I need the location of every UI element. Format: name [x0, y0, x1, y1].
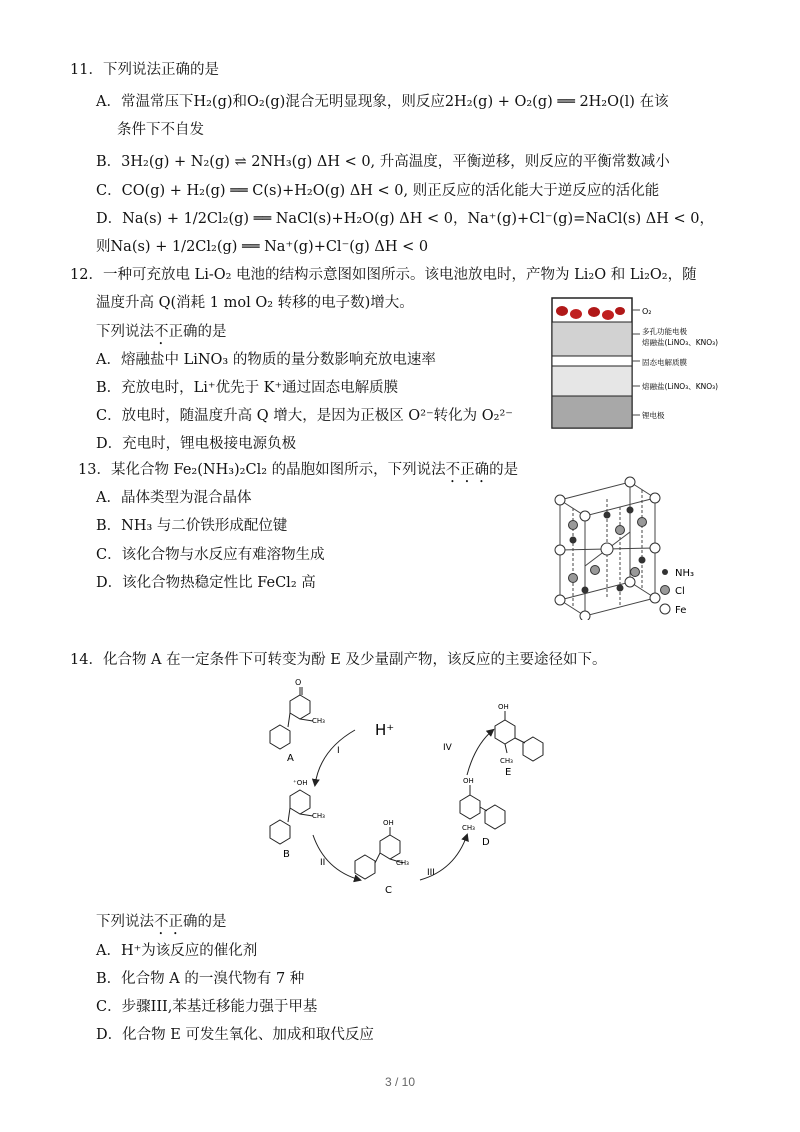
- q11-option-b: B．3H₂(g) + N₂(g) ⇌ 2NH₃(g) ΔH < 0, 升高温度，平衡逆移，则反应的平衡常数减小: [96, 154, 670, 170]
- svg-text:OH: OH: [463, 777, 474, 785]
- legend-cl-label: Cl: [675, 586, 685, 597]
- q11-option-c: C．CO(g) + H₂(g) ══ C(s)+H₂O(g) ΔH < 0, 则正反应的活化能大于逆反应的活化能: [96, 183, 660, 199]
- q13-option-d: D．该化合物热稳定性比 FeCl₂ 高: [96, 575, 316, 591]
- compound-c-label: C: [385, 885, 392, 896]
- q12-option-d: D．充电时，锂电极接电源负极: [96, 436, 297, 452]
- q14-stem: 14．化合物 A 在一定条件下可转变为酚 E 及少量副产物，该反应的主要途径如下。: [70, 652, 607, 668]
- q11-option-a-cont: 条件下不自发: [117, 122, 204, 138]
- q12-stem: 12．一种可充放电 Li-O₂ 电池的结构示意图如图所示。该电池放电时，产物为 Li₂O 和 Li₂O₂，随: [70, 267, 697, 283]
- q12-option-a: A．熔融盐中 LiNO₃ 的物质的量分数影响充放电速率: [96, 352, 436, 368]
- reaction-scheme: [255, 675, 555, 905]
- q12-stem-cont: 温度升高 Q(消耗 1 mol O₂ 转移的电子数)增大。: [96, 295, 414, 311]
- step-3-label: III: [427, 868, 435, 878]
- q12-option-c: C．放电时，随温度升高 Q 增大，是因为正极区 O²⁻转化为 O₂²⁻: [96, 408, 513, 424]
- q14-option-a: A．H⁺为该反应的催化剂: [96, 943, 258, 959]
- svg-text:O: O: [295, 678, 302, 687]
- q11-option-a: A．常温常压下H₂(g)和O₂(g)混合无明显现象，则反应2H₂(g) + O₂(g) ══ 2H₂O(l) 在该: [96, 94, 669, 110]
- q11-option-d: D．Na(s) + 1/2Cl₂(g) ══ NaCl(s)+H₂O(g) ΔH < 0，Na⁺(g)+Cl⁻(g)=NaCl(s) ΔH < 0，: [96, 211, 714, 227]
- label-lithium-electrode: 锂电极: [642, 411, 665, 420]
- q14-ask: 下列说法不正确的是: [96, 914, 227, 930]
- q14-option-d: D．化合物 E 可发生氧化、加成和取代反应: [96, 1027, 374, 1043]
- legend-fe-label: Fe: [675, 605, 687, 616]
- q13-stem: 13．某化合物 Fe₂(NH₃)₂Cl₂ 的晶胞如图所示，下列说法不正确的是: [78, 462, 519, 478]
- step-2-label: II: [320, 858, 326, 868]
- step-1-label: I: [337, 746, 340, 756]
- label-porous-electrode: 多孔功能电极: [642, 327, 687, 336]
- label-molten-salt-top: 熔融盐(LiNO₃、KNO₃): [642, 338, 719, 347]
- q12-ask: 下列说法不正确的是: [96, 324, 227, 340]
- page-number: 3 / 10: [384, 1075, 416, 1089]
- q13-option-b: B．NH₃ 与二价铁形成配位键: [96, 518, 288, 534]
- svg-text:CH₃: CH₃: [312, 717, 325, 725]
- q12-option-b: B．充放电时，Li⁺优先于 K⁺通过固态电解质膜: [96, 380, 399, 396]
- q14-option-c: C．步骤III,苯基迁移能力强于甲基: [96, 999, 318, 1015]
- catalyst-label: H⁺: [375, 721, 395, 739]
- compound-d-label: D: [482, 837, 490, 848]
- legend-nh3-icon: [662, 569, 668, 575]
- svg-text:CH₃: CH₃: [500, 757, 513, 765]
- legend-cl-icon: [661, 586, 670, 595]
- legend-nh3-label: NH₃: [675, 568, 695, 579]
- label-molten-salt-bottom: 熔融盐(LiNO₃、KNO₃): [642, 382, 719, 391]
- compound-b-label: B: [283, 849, 290, 860]
- svg-text:OH: OH: [383, 819, 394, 827]
- battery-diagram: [540, 290, 790, 440]
- q13-option-c: C．该化合物与水反应有难溶物生成: [96, 547, 325, 563]
- compound-a-label: A: [287, 753, 294, 764]
- label-o2: O₂: [642, 307, 652, 316]
- svg-text:CH₃: CH₃: [396, 859, 409, 867]
- q13-option-a: A．晶体类型为混合晶体: [96, 490, 252, 506]
- compound-e-label: E: [505, 767, 512, 778]
- label-solid-membrane: 固态电解质膜: [642, 358, 687, 367]
- step-4-label: IV: [443, 743, 452, 753]
- svg-text:CH₃: CH₃: [312, 812, 325, 820]
- legend-fe-icon: [660, 604, 670, 614]
- svg-text:OH: OH: [498, 703, 509, 711]
- q11-option-d-cont: 则Na(s) + 1/2Cl₂(g) ══ Na⁺(g)+Cl⁻(g) ΔH < 0: [96, 239, 429, 255]
- svg-text:⁺OH: ⁺OH: [293, 779, 308, 787]
- svg-text:CH₃: CH₃: [462, 824, 475, 832]
- q14-option-b: B．化合物 A 的一溴代物有 7 种: [96, 971, 305, 987]
- q11-stem: 11．下列说法正确的是: [70, 62, 219, 78]
- crystal-cell-diagram: [545, 470, 715, 620]
